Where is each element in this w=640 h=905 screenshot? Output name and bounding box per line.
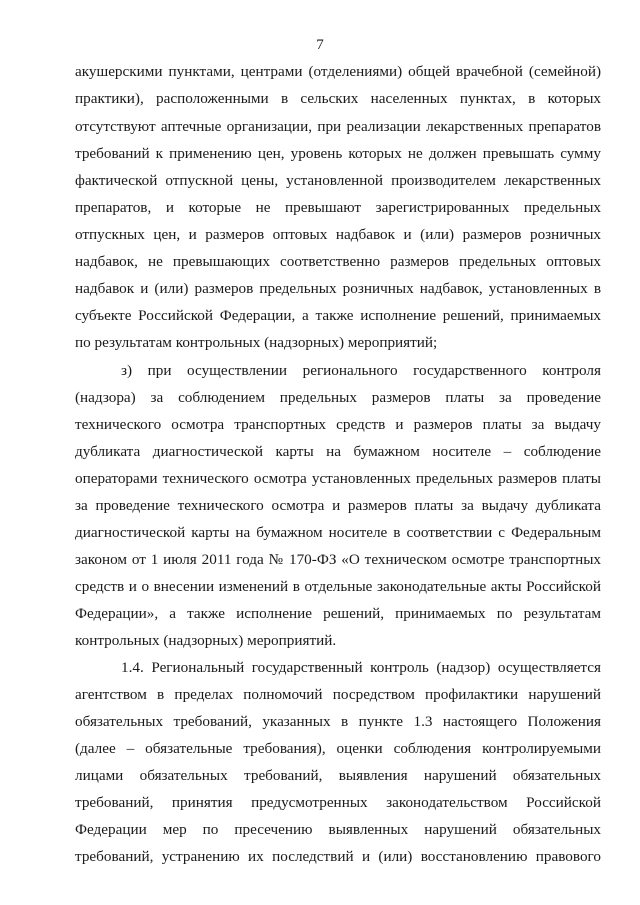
text-line: требований к применению цен, уровень которых не должен превышать сумму — [75, 145, 601, 162]
text-line: надбавок, не превышающих соответственно размеров предельных оптовых — [75, 253, 601, 270]
text-line: операторами технического осмотра установленных предельных размеров платы — [75, 470, 601, 487]
text-line: диагностической карты на бумажном носителе в соответствии с Федеральным — [75, 524, 601, 541]
text-line: Федерации мер по пресечению выявленных нарушений обязательных — [75, 821, 601, 838]
text-line: требований, принятия предусмотренных законодательством Российской — [75, 794, 601, 811]
text-line: надбавок и (или) размеров предельных розничных надбавок, установленных в — [75, 280, 601, 297]
text-line: практики), расположенными в сельских населенных пунктах, в которых — [75, 90, 601, 107]
text-line: Федерации», а также исполнение решений, принимаемых по результатам — [75, 605, 601, 622]
text-line: требований, устранению их последствий и (или) восстановлению правового — [75, 848, 601, 865]
text-line: по результатам контрольных (надзорных) мероприятий; — [75, 334, 438, 351]
text-line: лицами обязательных требований, выявления нарушений обязательных — [75, 767, 601, 784]
text-line: отпускных цен, и размеров оптовых надбавок и (или) размеров розничных — [75, 226, 601, 243]
text-line: контрольных (надзорных) мероприятий. — [75, 632, 337, 649]
text-line: за проведение технического осмотра и размеров платы за выдачу дубликата — [75, 497, 601, 514]
text-line: средств и о внесении изменений в отдельные законодательные акты Российской — [75, 578, 601, 595]
text-line: (надзора) за соблюдением предельных размеров платы за проведение — [75, 389, 601, 406]
text-line: агентством в пределах полномочий посредством профилактики нарушений — [75, 686, 601, 703]
text-line: 1.4. Региональный государственный контроль (надзор) осуществляется — [121, 659, 601, 676]
text-line: законом от 1 июля 2011 года № 170-ФЗ «О техническом осмотре транспортных — [75, 551, 601, 568]
text-line: технического осмотра транспортных средств и размеров платы за выдачу — [75, 416, 601, 433]
text-line: обязательных требований, указанных в пункте 1.3 настоящего Положения — [75, 713, 601, 730]
text-line: (далее – обязательные требования), оценки соблюдения контролируемыми — [75, 740, 601, 757]
text-line: препаратов, и которые не превышают зарегистрированных предельных — [75, 199, 601, 216]
text-line: фактической отпускной цены, установленной производителем лекарственных — [75, 172, 601, 189]
text-line: акушерскими пунктами, центрами (отделениями) общей врачебной (семейной) — [75, 63, 601, 80]
text-line: з) при осуществлении регионального государственного контроля — [121, 362, 601, 379]
text-line: субъекте Российской Федерации, а также исполнение решений, принимаемых — [75, 307, 601, 324]
page-number: 7 — [316, 37, 324, 53]
text-line: отсутствуют аптечные организации, при реализации лекарственных препаратов — [75, 118, 601, 135]
text-line: дубликата диагностической карты на бумажном носителе – соблюдение — [75, 443, 601, 460]
